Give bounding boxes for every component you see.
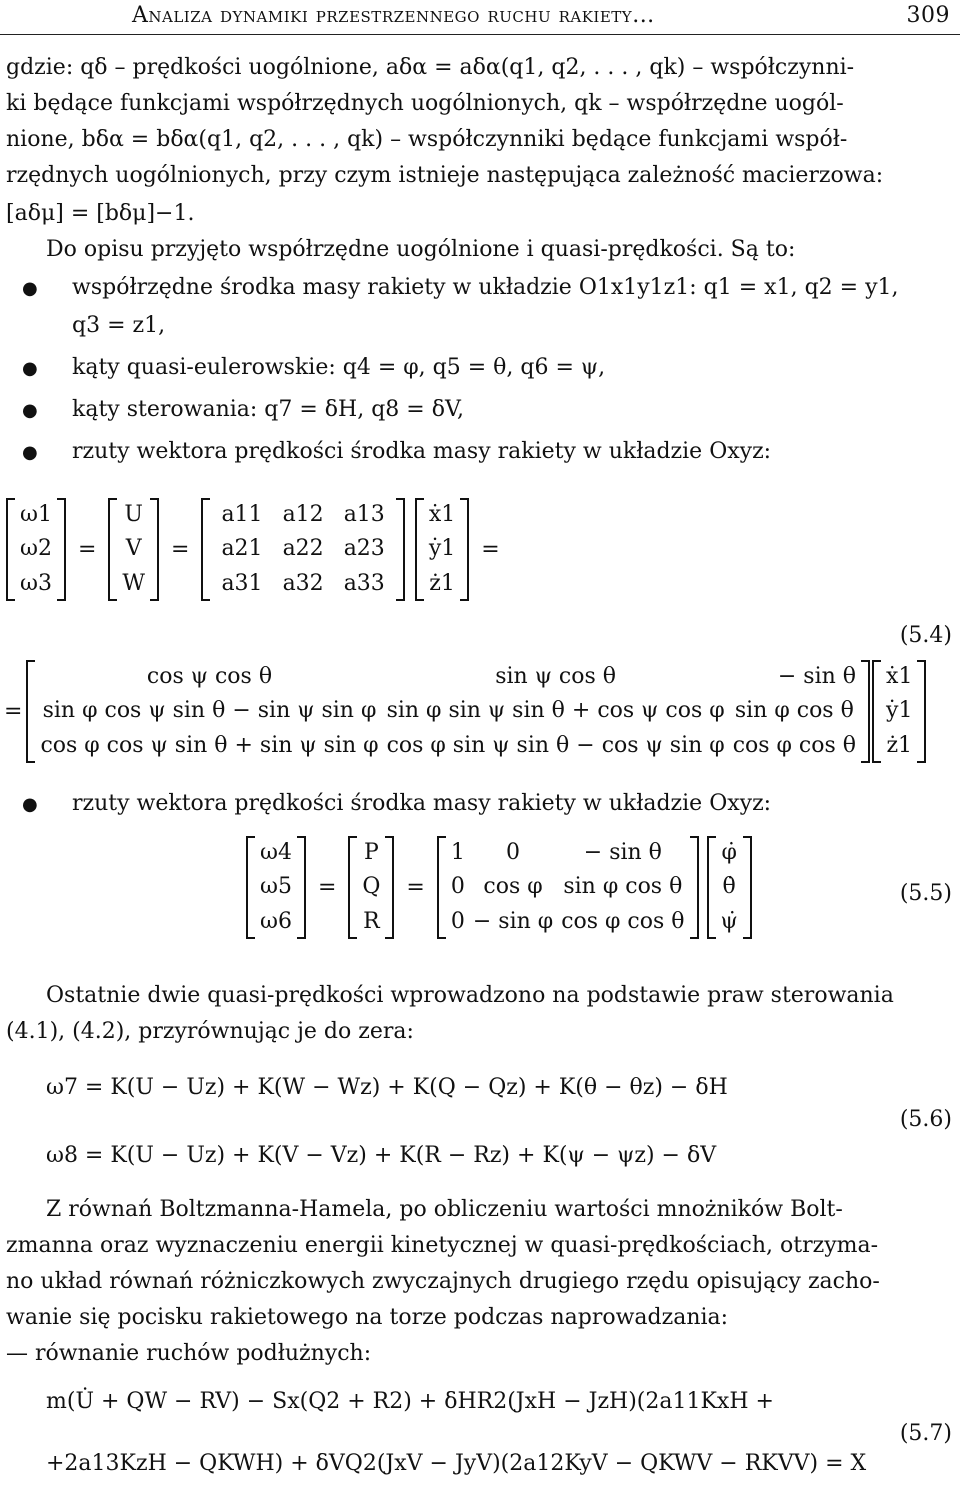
matrix-cell: 0	[506, 840, 521, 865]
matrix-cell: 0	[450, 908, 465, 934]
matrix-cell: ω5	[260, 874, 292, 900]
matrix-cell: − sin φ	[472, 908, 554, 934]
matrix-cell: ż1	[429, 570, 455, 596]
matrix-cell: ẏ1	[886, 698, 913, 724]
p4-line5: — równanie ruchów podłużnych:	[6, 1341, 372, 1366]
equation-5-4-bottom	[4, 660, 926, 763]
matrix-cell: sin φ cos θ	[734, 698, 854, 724]
p3-line1: Ostatnie dwie quasi-prędkości wprowadzono na podstawie praw sterowania	[46, 983, 894, 1008]
matrix-cell: a21	[221, 536, 263, 562]
matrix-cell: a32	[282, 570, 324, 596]
matrix-cell: cos φ	[483, 874, 543, 900]
matrix-cell: ω2	[20, 536, 52, 562]
matrix-cell: ω3	[20, 570, 52, 596]
matrix-cell: cos φ sin ψ sin θ − cos ψ sin φ	[386, 732, 725, 758]
p4-line1: Z równań Boltzmanna-Hamela, po obliczeniu wartości mnożników Bolt-	[46, 1197, 843, 1222]
p1-line2: ki będące funkcjami współrzędnych uogólnionych, qk – współrzędne uogól-	[6, 91, 844, 116]
equation-5-5	[246, 836, 752, 939]
equals-sign: =	[317, 874, 337, 900]
matrix-cell: P	[363, 840, 379, 865]
p1-line5: [aδμ] = [bδμ]−1.	[6, 201, 195, 226]
matrix-cell: cos φ cos ψ sin θ + sin ψ sin φ	[40, 732, 379, 758]
equals-sign: =	[406, 874, 425, 900]
matrix-cell: 1	[450, 840, 465, 865]
equals-sign: =	[171, 536, 190, 562]
matrix-cell: a23	[343, 536, 385, 562]
equation-number: (5.5)	[899, 881, 952, 906]
equation-5-6-line1: ω7 = K(U − Uz) + K(W − Wz) + K(Q − Qz) + K(θ − θz) − δH	[46, 1075, 728, 1100]
bullet-text: rzuty wektora prędkości środka masy rakiety w układzie Oxyz:	[72, 791, 772, 816]
bullet-item	[22, 788, 954, 820]
a-matrix	[201, 498, 404, 601]
matrix-cell: sin ψ cos θ	[495, 664, 617, 689]
equals-sign: =	[481, 536, 500, 562]
bullet-icon: ●	[22, 400, 38, 421]
p1-line3: nione, bδα = bδα(q1, q2, . . . , qk) – współczynniki będące funkcjami współ-	[6, 127, 848, 152]
p1-line1: gdzie: qδ – prędkości uogólnione, aδα = aδα(q1, q2, . . . , qk) – współczynni-	[6, 55, 855, 80]
omega-vector	[246, 836, 306, 939]
matrix-cell: 0	[450, 874, 465, 900]
matrix-cell: a22	[282, 536, 324, 562]
equation-5-7-line1: m(U̇ + QW − RV) − Sx(Q2 + R2) + δHR2(JxH − JzH)(2a11KxH +	[46, 1389, 774, 1414]
matrix-cell: cos φ cos θ	[732, 732, 857, 758]
matrix-cell: U	[124, 502, 143, 527]
p4-line3: no układ równań różniczkowych zwyczajnych drugiego rzędu opisujący zacho-	[6, 1269, 880, 1294]
xdot-vector	[415, 498, 469, 601]
euler-matrix	[437, 836, 699, 939]
matrix-cell: sin φ cos ψ sin θ − sin ψ sin φ	[42, 698, 377, 724]
bullet-item	[22, 436, 954, 468]
bullet-icon: ●	[22, 278, 38, 299]
rotation-matrix	[26, 660, 870, 763]
matrix-cell: V	[125, 536, 142, 562]
bullet-text: kąty sterowania: q7 = δH, q8 = δV,	[72, 397, 464, 422]
equation-5-6-line2: ω8 = K(U − Uz) + K(V − Vz) + K(R − Rz) + K(ψ − ψz) − δV	[46, 1143, 717, 1168]
equation-5-4-top	[6, 498, 512, 601]
matrix-cell: W	[122, 570, 145, 596]
matrix-cell: − sin θ	[777, 664, 857, 689]
header-title: Analiza dynamiki przestrzennego ruchu rakiety...	[132, 3, 655, 28]
matrix-cell: cos φ cos θ	[561, 908, 685, 934]
matrix-cell: θ̇	[722, 874, 736, 900]
bullet-item	[22, 272, 954, 304]
bullet-text: współrzędne środka masy rakiety w układzie O1x1y1z1: q1 = x1, q2 = y1,	[72, 275, 899, 300]
p2-line1: Do opisu przyjęto współrzędne uogólnione i quasi-prędkości. Są to:	[46, 237, 796, 262]
p1-line4: rzędnych uogólnionych, przy czym istnieje następująca zależność macierzowa:	[6, 163, 884, 188]
rates-vector	[707, 836, 752, 939]
bullet-text: rzuty wektora prędkości środka masy rakiety w układzie Oxyz:	[72, 439, 772, 464]
matrix-cell: cos ψ cos θ	[146, 664, 273, 689]
bullet-icon: ●	[22, 794, 38, 815]
matrix-cell: a33	[343, 570, 385, 596]
matrix-cell: φ̇	[721, 840, 737, 865]
matrix-cell: ẋ1	[886, 664, 913, 689]
p3-line2: (4.1), (4.2), przyrównując je do zera:	[6, 1019, 414, 1044]
xdot-vector	[872, 660, 926, 763]
matrix-cell: ω6	[260, 908, 292, 934]
matrix-cell: ω1	[20, 502, 52, 527]
equation-number: (5.7)	[899, 1421, 952, 1446]
bullet-item	[22, 352, 954, 384]
bullet-continuation: q3 = z1,	[72, 313, 166, 338]
matrix-cell: Q	[362, 874, 381, 900]
page-number: 309	[906, 3, 950, 28]
equation-5-7-line2: +2a13KzH − QKWH) + δVQ2(JxV − JyV)(2a12KyV − QKWV − RKVV) = X	[46, 1451, 867, 1476]
uvw-vector	[108, 498, 159, 601]
equation-number: (5.4)	[899, 623, 952, 648]
matrix-cell: a12	[282, 502, 324, 527]
equals-sign: =	[77, 536, 97, 562]
matrix-cell: ż1	[886, 732, 913, 758]
p4-line4: wanie się pocisku rakietowego na torze podczas naprowadzania:	[6, 1305, 729, 1330]
matrix-cell: sin φ cos θ	[563, 874, 683, 900]
bullet-text: kąty quasi-eulerowskie: q4 = φ, q5 = θ, q6 = ψ,	[72, 355, 606, 380]
pqr-vector	[348, 836, 394, 939]
equals-sign: =	[4, 698, 23, 724]
matrix-cell: a11	[221, 502, 263, 527]
matrix-cell: R	[363, 908, 380, 934]
matrix-cell: ψ̇	[720, 908, 738, 934]
matrix-cell: − sin θ	[583, 840, 662, 865]
matrix-cell: ẏ1	[428, 536, 456, 562]
equation-number: (5.6)	[899, 1107, 952, 1132]
bullet-item	[22, 394, 954, 426]
matrix-cell: a13	[343, 502, 385, 527]
running-header	[0, 0, 960, 35]
matrix-cell: ẋ1	[428, 502, 456, 527]
matrix-cell: ω4	[260, 840, 292, 865]
matrix-cell: a31	[221, 570, 263, 596]
bullet-icon: ●	[22, 358, 38, 379]
bullet-icon: ●	[22, 442, 38, 463]
omega-vector	[6, 498, 66, 601]
matrix-cell: sin φ sin ψ sin θ + cos ψ cos φ	[386, 698, 725, 724]
p4-line2: zmanna oraz wyznaczeniu energii kinetycznej w quasi-prędkościach, otrzyma-	[6, 1233, 879, 1258]
